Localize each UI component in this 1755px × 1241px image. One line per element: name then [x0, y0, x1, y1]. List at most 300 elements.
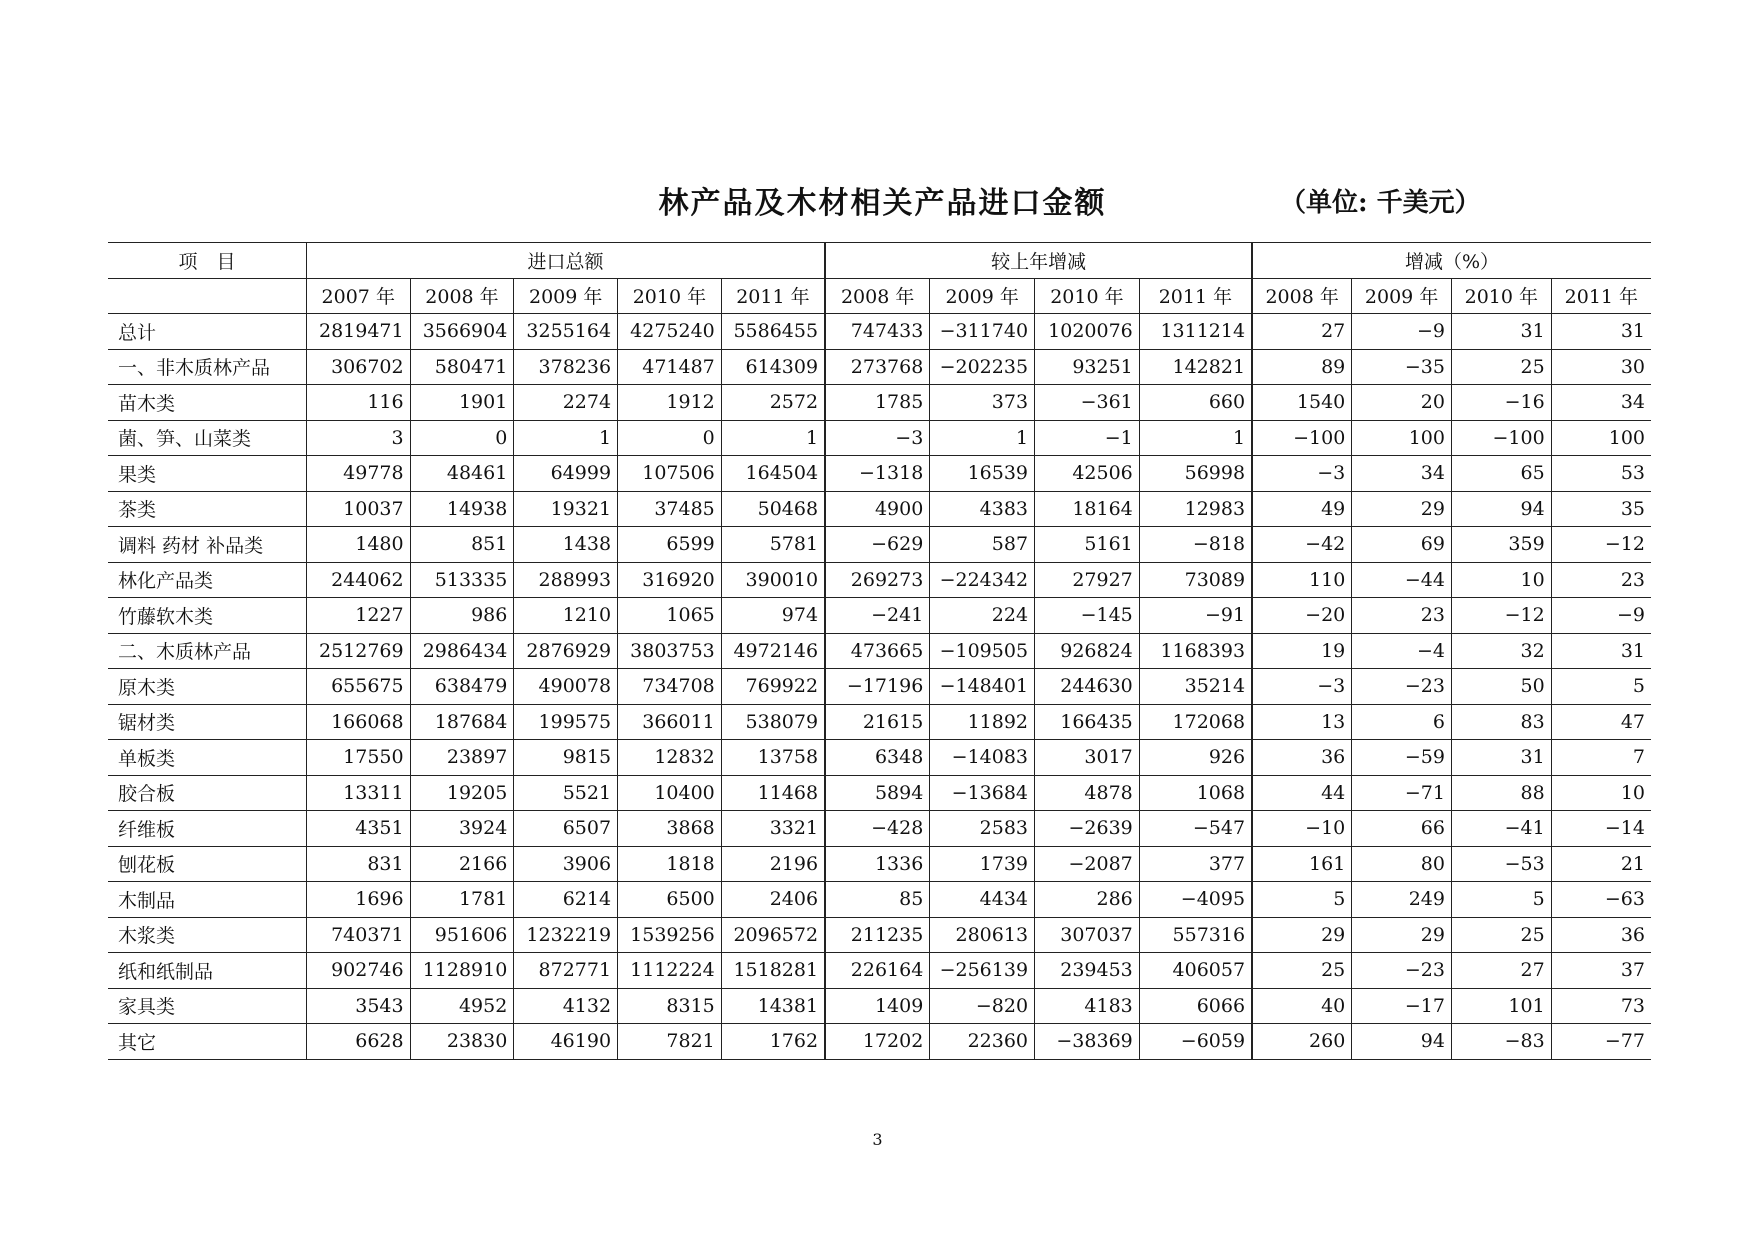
total-cell: 5781: [721, 527, 825, 563]
change-cell: 1168393: [1139, 633, 1252, 669]
change-cell: 12983: [1139, 491, 1252, 527]
change-cell: 1068: [1139, 775, 1252, 811]
row-label: 调料 药材 补品类: [108, 527, 306, 563]
pct-cell: 27: [1252, 314, 1352, 350]
row-label: 锯材类: [108, 704, 306, 740]
pct-cell: 6: [1352, 704, 1452, 740]
table-row: [108, 917, 1651, 953]
total-cell: 5521: [514, 775, 618, 811]
pct-cell: 53: [1551, 456, 1651, 492]
header-year: 2008 年: [410, 278, 514, 314]
total-cell: 0: [618, 420, 722, 456]
pct-cell: −23: [1352, 953, 1452, 989]
pct-cell: −44: [1352, 562, 1452, 598]
pct-cell: −63: [1551, 882, 1651, 918]
pct-cell: 10: [1451, 562, 1551, 598]
total-cell: 6500: [618, 882, 722, 918]
row-label: 单板类: [108, 740, 306, 776]
change-cell: 35214: [1139, 669, 1252, 705]
table-body: [108, 243, 1651, 1060]
change-cell: −14083: [930, 740, 1035, 776]
change-cell: 6348: [825, 740, 930, 776]
total-cell: 1112224: [618, 953, 722, 989]
change-cell: −361: [1035, 385, 1140, 421]
total-cell: 2196: [721, 846, 825, 882]
pct-cell: −35: [1352, 349, 1452, 385]
total-cell: 1480: [306, 527, 410, 563]
table-row: [108, 633, 1651, 669]
change-cell: 4878: [1035, 775, 1140, 811]
pct-cell: 25: [1451, 917, 1551, 953]
pct-cell: 21: [1551, 846, 1651, 882]
total-cell: 19205: [410, 775, 514, 811]
pct-cell: 1540: [1252, 385, 1352, 421]
total-cell: 50468: [721, 491, 825, 527]
total-cell: 3803753: [618, 633, 722, 669]
row-label: 木制品: [108, 882, 306, 918]
pct-cell: 80: [1352, 846, 1452, 882]
pct-cell: 40: [1252, 988, 1352, 1024]
change-cell: −241: [825, 598, 930, 634]
total-cell: 14938: [410, 491, 514, 527]
header-year: 2010 年: [1035, 278, 1140, 314]
change-cell: 4183: [1035, 988, 1140, 1024]
total-cell: 306702: [306, 349, 410, 385]
pct-cell: −41: [1451, 811, 1551, 847]
row-label: 菌、笋、山菜类: [108, 420, 306, 456]
total-cell: 49778: [306, 456, 410, 492]
pct-cell: 34: [1551, 385, 1651, 421]
pct-cell: 249: [1352, 882, 1452, 918]
change-cell: 93251: [1035, 349, 1140, 385]
total-cell: 1438: [514, 527, 618, 563]
change-cell: −256139: [930, 953, 1035, 989]
row-label: 一、非木质林产品: [108, 349, 306, 385]
total-cell: 1232219: [514, 917, 618, 953]
change-cell: 244630: [1035, 669, 1140, 705]
row-label: 茶类: [108, 491, 306, 527]
pct-cell: 31: [1551, 633, 1651, 669]
pct-cell: 23: [1352, 598, 1452, 634]
total-cell: 2876929: [514, 633, 618, 669]
pct-cell: −12: [1551, 527, 1651, 563]
change-cell: 5161: [1035, 527, 1140, 563]
total-cell: 64999: [514, 456, 618, 492]
pct-cell: −20: [1252, 598, 1352, 634]
change-cell: 660: [1139, 385, 1252, 421]
header-year: 2007 年: [306, 278, 410, 314]
header-year: 2008 年: [825, 278, 930, 314]
pct-cell: 25: [1451, 349, 1551, 385]
header-group-pct: 增减（%）: [1252, 243, 1651, 279]
change-cell: −818: [1139, 527, 1252, 563]
change-cell: −13684: [930, 775, 1035, 811]
pct-cell: −9: [1551, 598, 1651, 634]
table-row: [108, 314, 1651, 350]
change-cell: −428: [825, 811, 930, 847]
pct-cell: 5: [1451, 882, 1551, 918]
header-year: 2010 年: [618, 278, 722, 314]
change-cell: 27927: [1035, 562, 1140, 598]
header-item: 项 目: [108, 243, 306, 279]
total-cell: 46190: [514, 1024, 618, 1060]
table-row: [108, 811, 1651, 847]
total-cell: 4132: [514, 988, 618, 1024]
header-year: 2009 年: [930, 278, 1035, 314]
row-label: 纸和纸制品: [108, 953, 306, 989]
total-cell: 2572: [721, 385, 825, 421]
pct-cell: −3: [1252, 669, 1352, 705]
header-year: 2011 年: [1551, 278, 1651, 314]
total-cell: 1539256: [618, 917, 722, 953]
total-cell: 1901: [410, 385, 514, 421]
change-cell: −202235: [930, 349, 1035, 385]
row-label: 家具类: [108, 988, 306, 1024]
total-cell: 19321: [514, 491, 618, 527]
pct-cell: 359: [1451, 527, 1551, 563]
pct-cell: 27: [1451, 953, 1551, 989]
change-cell: 85: [825, 882, 930, 918]
row-label: 林化产品类: [108, 562, 306, 598]
change-cell: 166435: [1035, 704, 1140, 740]
total-cell: 580471: [410, 349, 514, 385]
change-cell: 18164: [1035, 491, 1140, 527]
change-cell: −2639: [1035, 811, 1140, 847]
total-cell: 655675: [306, 669, 410, 705]
row-label: 木浆类: [108, 917, 306, 953]
change-cell: 239453: [1035, 953, 1140, 989]
pct-cell: 23: [1551, 562, 1651, 598]
pct-cell: −53: [1451, 846, 1551, 882]
total-cell: 2406: [721, 882, 825, 918]
table-row: [108, 988, 1651, 1024]
header-year: 2011 年: [1139, 278, 1252, 314]
change-cell: −145: [1035, 598, 1140, 634]
pct-cell: −42: [1252, 527, 1352, 563]
change-cell: 4383: [930, 491, 1035, 527]
change-cell: 1336: [825, 846, 930, 882]
total-cell: 5586455: [721, 314, 825, 350]
change-cell: 1: [1139, 420, 1252, 456]
change-cell: −148401: [930, 669, 1035, 705]
total-cell: 902746: [306, 953, 410, 989]
total-cell: 951606: [410, 917, 514, 953]
change-cell: 307037: [1035, 917, 1140, 953]
total-cell: 538079: [721, 704, 825, 740]
pct-cell: 31: [1451, 314, 1551, 350]
total-cell: 316920: [618, 562, 722, 598]
pct-cell: 13: [1252, 704, 1352, 740]
total-cell: 490078: [514, 669, 618, 705]
change-cell: 926: [1139, 740, 1252, 776]
change-cell: −1: [1035, 420, 1140, 456]
change-cell: 747433: [825, 314, 930, 350]
total-cell: 10400: [618, 775, 722, 811]
total-cell: 10037: [306, 491, 410, 527]
header-row-groups: [108, 243, 1651, 279]
change-cell: 926824: [1035, 633, 1140, 669]
total-cell: 3924: [410, 811, 514, 847]
change-cell: 1020076: [1035, 314, 1140, 350]
table-row: [108, 775, 1651, 811]
total-cell: 3321: [721, 811, 825, 847]
change-cell: 22360: [930, 1024, 1035, 1060]
pct-cell: −59: [1352, 740, 1452, 776]
total-cell: 288993: [514, 562, 618, 598]
pct-cell: 32: [1451, 633, 1551, 669]
pct-cell: 100: [1352, 420, 1452, 456]
total-cell: 872771: [514, 953, 618, 989]
change-cell: 1: [930, 420, 1035, 456]
pct-cell: 47: [1551, 704, 1651, 740]
pct-cell: 31: [1551, 314, 1651, 350]
change-cell: −91: [1139, 598, 1252, 634]
pct-cell: 20: [1352, 385, 1452, 421]
pct-cell: 89: [1252, 349, 1352, 385]
table-row: [108, 704, 1651, 740]
table-row: [108, 562, 1651, 598]
total-cell: 471487: [618, 349, 722, 385]
pct-cell: 36: [1252, 740, 1352, 776]
change-cell: −38369: [1035, 1024, 1140, 1060]
total-cell: 3868: [618, 811, 722, 847]
total-cell: 1762: [721, 1024, 825, 1060]
total-cell: 0: [410, 420, 514, 456]
total-cell: 6507: [514, 811, 618, 847]
change-cell: 5894: [825, 775, 930, 811]
total-cell: 116: [306, 385, 410, 421]
change-cell: −1318: [825, 456, 930, 492]
total-cell: 769922: [721, 669, 825, 705]
change-cell: 269273: [825, 562, 930, 598]
change-cell: 17202: [825, 1024, 930, 1060]
pct-cell: −9: [1352, 314, 1452, 350]
total-cell: 199575: [514, 704, 618, 740]
total-cell: 740371: [306, 917, 410, 953]
pct-cell: 36: [1551, 917, 1651, 953]
total-cell: 2096572: [721, 917, 825, 953]
total-cell: 3566904: [410, 314, 514, 350]
pct-cell: 94: [1451, 491, 1551, 527]
total-cell: 3906: [514, 846, 618, 882]
row-label: 竹藤软木类: [108, 598, 306, 634]
total-cell: 166068: [306, 704, 410, 740]
row-label: 果类: [108, 456, 306, 492]
total-cell: 974: [721, 598, 825, 634]
pct-cell: 49: [1252, 491, 1352, 527]
change-cell: 473665: [825, 633, 930, 669]
change-cell: −547: [1139, 811, 1252, 847]
pct-cell: 100: [1551, 420, 1651, 456]
pct-cell: 5: [1551, 669, 1651, 705]
header-group-change: 较上年增减: [825, 243, 1252, 279]
header-year: 2010 年: [1451, 278, 1551, 314]
table-row: [108, 527, 1651, 563]
change-cell: 42506: [1035, 456, 1140, 492]
pct-cell: 25: [1252, 953, 1352, 989]
change-cell: −3: [825, 420, 930, 456]
total-cell: 614309: [721, 349, 825, 385]
total-cell: 17550: [306, 740, 410, 776]
change-cell: 280613: [930, 917, 1035, 953]
total-cell: 23830: [410, 1024, 514, 1060]
row-label: 二、木质林产品: [108, 633, 306, 669]
row-label: 胶合板: [108, 775, 306, 811]
total-cell: 366011: [618, 704, 722, 740]
pct-cell: 7: [1551, 740, 1651, 776]
pct-cell: 50: [1451, 669, 1551, 705]
table-row: [108, 953, 1651, 989]
change-cell: 587: [930, 527, 1035, 563]
row-label: 苗木类: [108, 385, 306, 421]
change-cell: −4095: [1139, 882, 1252, 918]
total-cell: 12832: [618, 740, 722, 776]
total-cell: 1912: [618, 385, 722, 421]
total-cell: 638479: [410, 669, 514, 705]
change-cell: −224342: [930, 562, 1035, 598]
pct-cell: 29: [1252, 917, 1352, 953]
change-cell: 73089: [1139, 562, 1252, 598]
pct-cell: −77: [1551, 1024, 1651, 1060]
total-cell: 1: [721, 420, 825, 456]
pct-cell: −17: [1352, 988, 1452, 1024]
pct-cell: −83: [1451, 1024, 1551, 1060]
pct-cell: −4: [1352, 633, 1452, 669]
table-row: [108, 1024, 1651, 1060]
total-cell: 4351: [306, 811, 410, 847]
header-year: 2011 年: [721, 278, 825, 314]
table-row: [108, 598, 1651, 634]
change-cell: 142821: [1139, 349, 1252, 385]
pct-cell: 65: [1451, 456, 1551, 492]
total-cell: 986: [410, 598, 514, 634]
total-cell: 4275240: [618, 314, 722, 350]
table-row: [108, 491, 1651, 527]
change-cell: 273768: [825, 349, 930, 385]
pct-cell: 37: [1551, 953, 1651, 989]
pct-cell: 94: [1352, 1024, 1452, 1060]
row-label: 纤维板: [108, 811, 306, 847]
total-cell: 6599: [618, 527, 722, 563]
total-cell: 2986434: [410, 633, 514, 669]
total-cell: 1696: [306, 882, 410, 918]
change-cell: 2583: [930, 811, 1035, 847]
change-cell: 4900: [825, 491, 930, 527]
change-cell: 3017: [1035, 740, 1140, 776]
header-item-blank: [108, 278, 306, 314]
unit-label: （单位: 千美元）: [1280, 188, 1481, 218]
total-cell: 3: [306, 420, 410, 456]
change-cell: −629: [825, 527, 930, 563]
pct-cell: 73: [1551, 988, 1651, 1024]
change-cell: 1739: [930, 846, 1035, 882]
pct-cell: 83: [1451, 704, 1551, 740]
change-cell: 286: [1035, 882, 1140, 918]
total-cell: 1818: [618, 846, 722, 882]
table-row: [108, 456, 1651, 492]
total-cell: 37485: [618, 491, 722, 527]
change-cell: 224: [930, 598, 1035, 634]
total-cell: 2166: [410, 846, 514, 882]
header-row-years: [108, 278, 1651, 314]
change-cell: −311740: [930, 314, 1035, 350]
page-title: 林产品及木材相关产品进口金额: [658, 186, 1107, 221]
row-label: 刨花板: [108, 846, 306, 882]
header-group-total: 进口总额: [306, 243, 825, 279]
total-cell: 6214: [514, 882, 618, 918]
total-cell: 244062: [306, 562, 410, 598]
change-cell: 226164: [825, 953, 930, 989]
pct-cell: 10: [1551, 775, 1651, 811]
change-cell: 6066: [1139, 988, 1252, 1024]
change-cell: 4434: [930, 882, 1035, 918]
total-cell: 1210: [514, 598, 618, 634]
total-cell: 734708: [618, 669, 722, 705]
pct-cell: 69: [1352, 527, 1452, 563]
total-cell: 3543: [306, 988, 410, 1024]
pct-cell: −100: [1252, 420, 1352, 456]
pct-cell: −3: [1252, 456, 1352, 492]
pct-cell: −12: [1451, 598, 1551, 634]
total-cell: 1128910: [410, 953, 514, 989]
pct-cell: −10: [1252, 811, 1352, 847]
total-cell: 2512769: [306, 633, 410, 669]
total-cell: 164504: [721, 456, 825, 492]
total-cell: 2819471: [306, 314, 410, 350]
pct-cell: 34: [1352, 456, 1452, 492]
row-label: 总计: [108, 314, 306, 350]
pct-cell: 88: [1451, 775, 1551, 811]
table-row: [108, 846, 1651, 882]
total-cell: 13311: [306, 775, 410, 811]
pct-cell: −100: [1451, 420, 1551, 456]
total-cell: 9815: [514, 740, 618, 776]
table-row: [108, 740, 1651, 776]
total-cell: 187684: [410, 704, 514, 740]
change-cell: 56998: [1139, 456, 1252, 492]
header-year: 2009 年: [1352, 278, 1452, 314]
page-number: 3: [872, 1130, 883, 1149]
change-cell: 11892: [930, 704, 1035, 740]
total-cell: 3255164: [514, 314, 618, 350]
table-row: [108, 385, 1651, 421]
change-cell: −109505: [930, 633, 1035, 669]
total-cell: 2274: [514, 385, 618, 421]
pct-cell: 35: [1551, 491, 1651, 527]
change-cell: −2087: [1035, 846, 1140, 882]
change-cell: 1311214: [1139, 314, 1252, 350]
total-cell: 1227: [306, 598, 410, 634]
header-year: 2008 年: [1252, 278, 1352, 314]
total-cell: 831: [306, 846, 410, 882]
pct-cell: 31: [1451, 740, 1551, 776]
pct-cell: 5: [1252, 882, 1352, 918]
import-table: [108, 242, 1651, 1060]
change-cell: 172068: [1139, 704, 1252, 740]
change-cell: −820: [930, 988, 1035, 1024]
total-cell: 6628: [306, 1024, 410, 1060]
pct-cell: 110: [1252, 562, 1352, 598]
total-cell: 48461: [410, 456, 514, 492]
header-year: 2009 年: [514, 278, 618, 314]
total-cell: 851: [410, 527, 514, 563]
change-cell: 211235: [825, 917, 930, 953]
total-cell: 11468: [721, 775, 825, 811]
total-cell: 1781: [410, 882, 514, 918]
total-cell: 8315: [618, 988, 722, 1024]
pct-cell: 30: [1551, 349, 1651, 385]
table-row: [108, 882, 1651, 918]
